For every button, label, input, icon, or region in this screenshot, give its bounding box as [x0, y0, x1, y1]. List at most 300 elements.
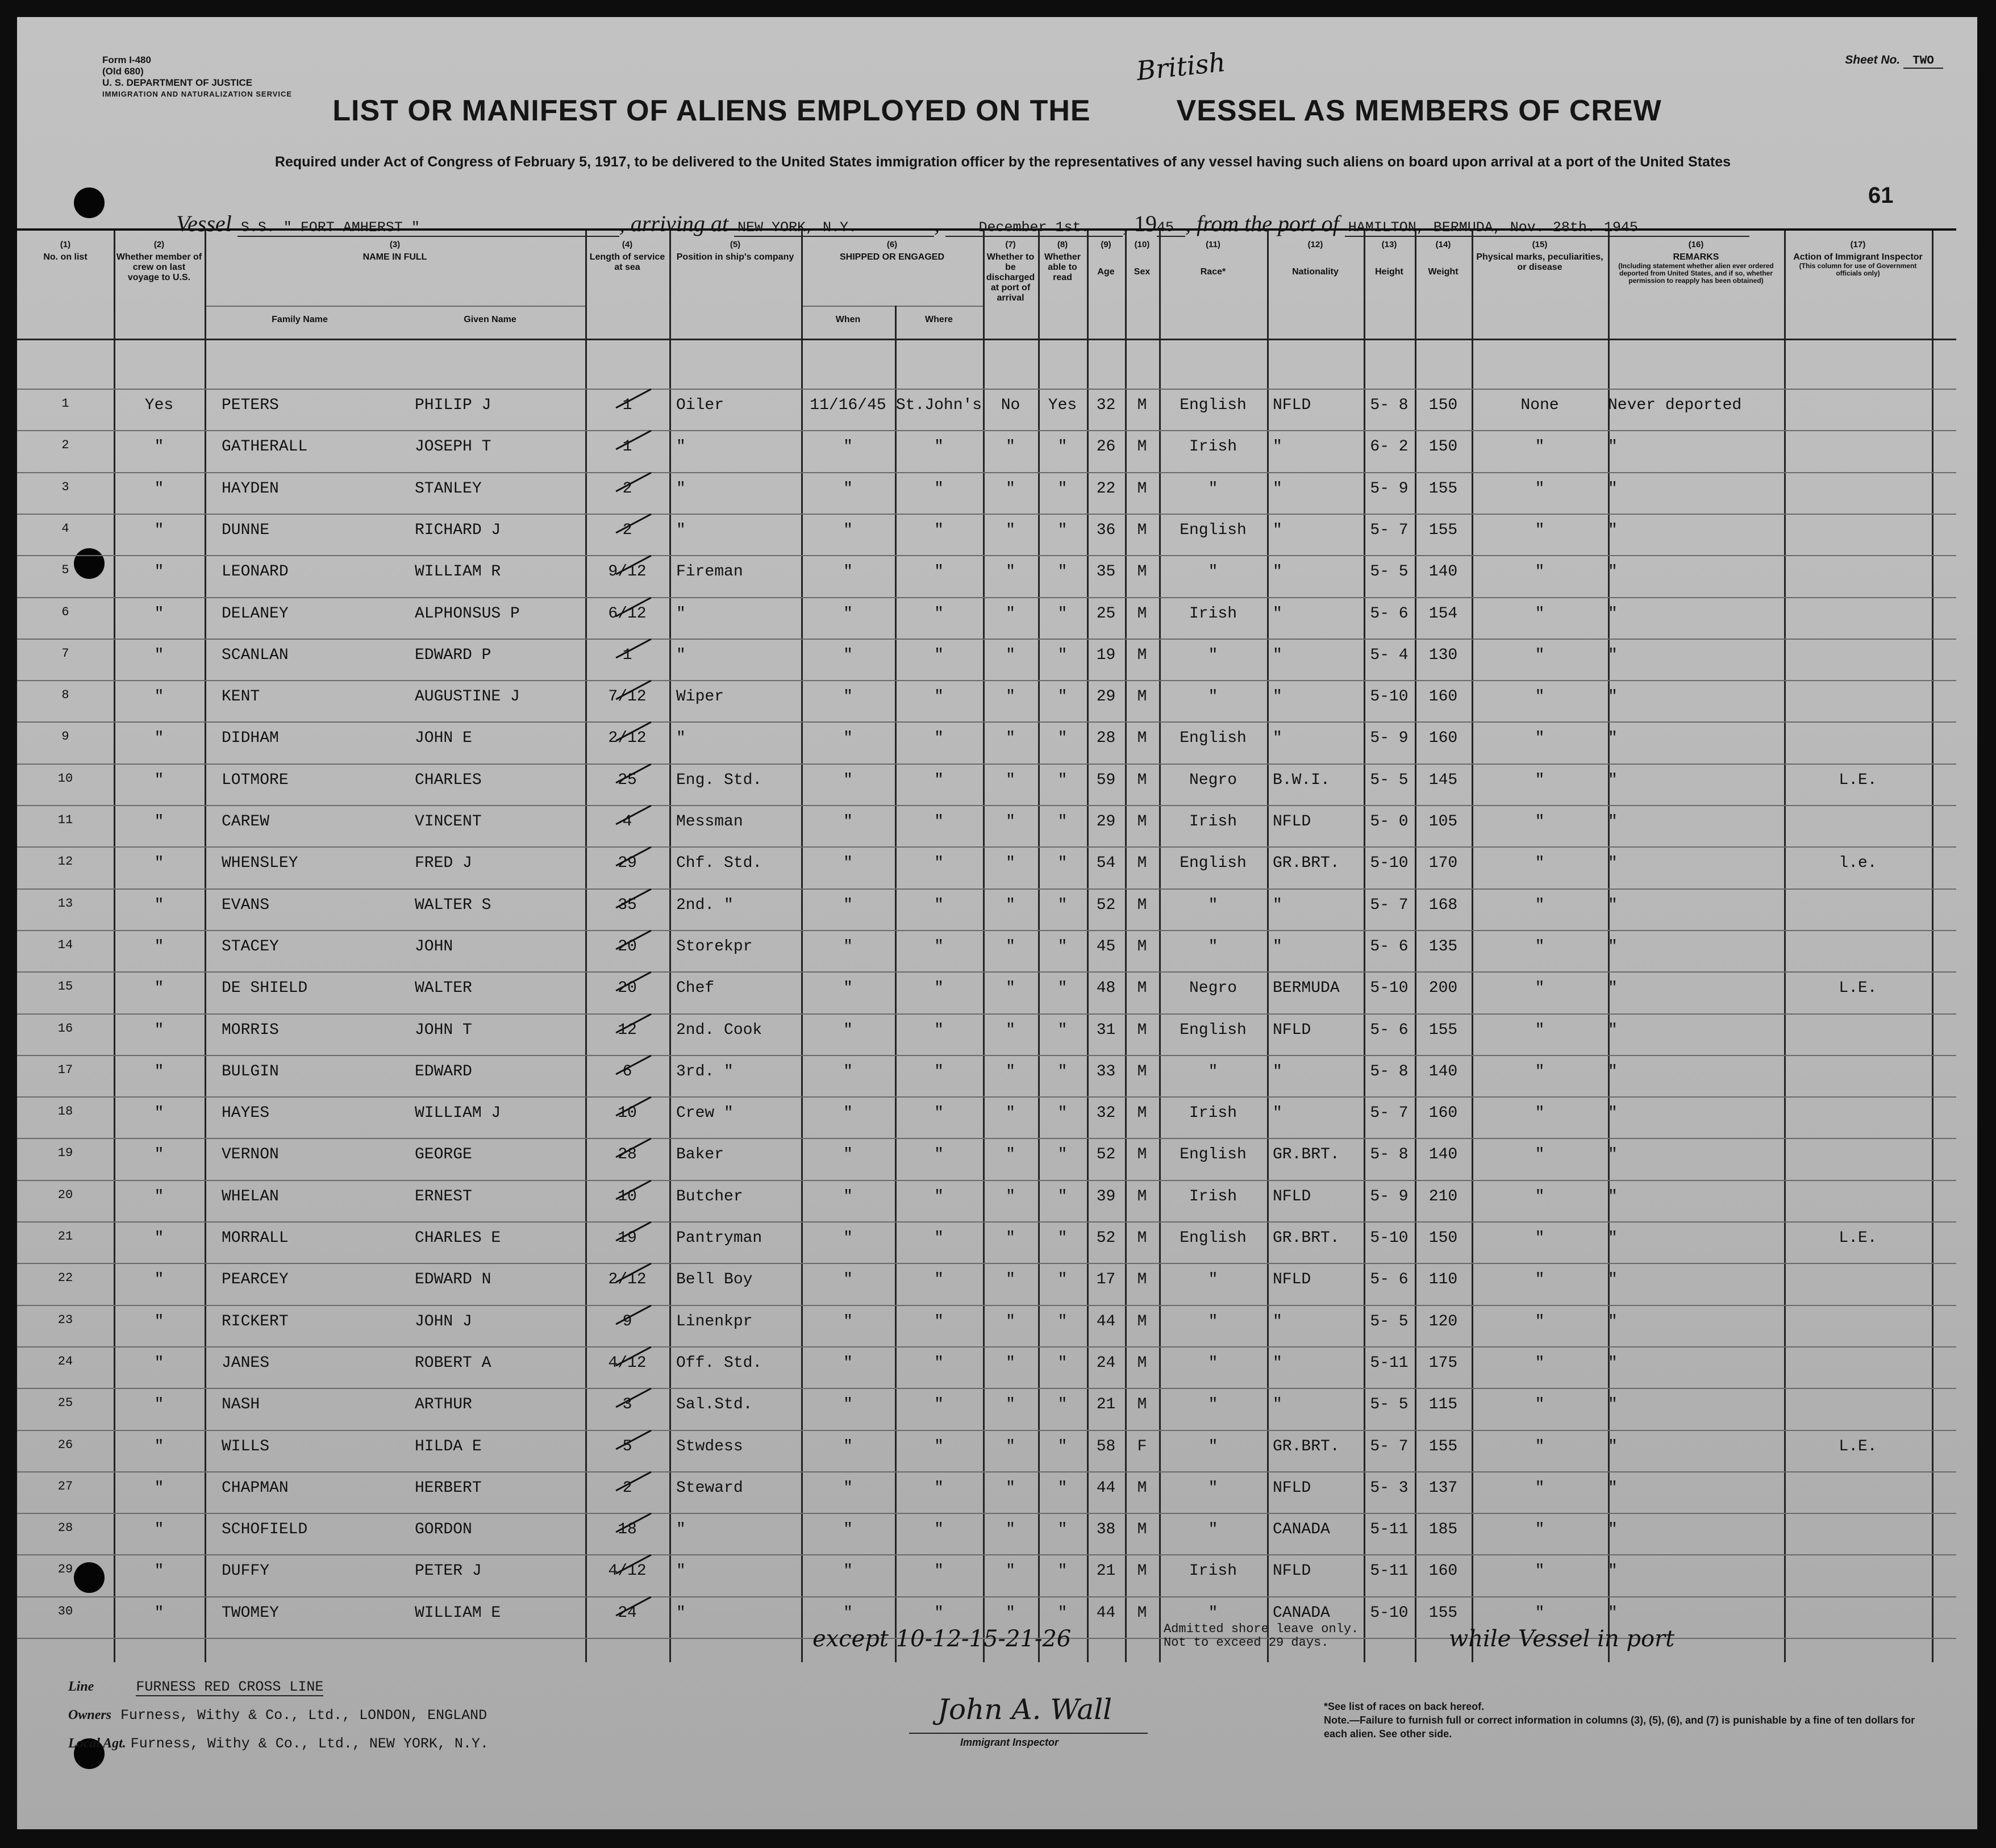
cell-when: " — [843, 438, 853, 456]
cell-nationality: GR.BRT. — [1273, 1437, 1340, 1455]
arrival-date: December 1st. — [945, 219, 1123, 237]
cell-no: 30 — [57, 1604, 73, 1618]
cell-nationality: " — [1273, 1354, 1282, 1372]
cell-given: PHILIP J — [415, 397, 491, 414]
line-value: FURNESS RED CROSS LINE — [136, 1679, 324, 1695]
cell-service: 18 — [618, 1521, 637, 1539]
cell-service: 28 — [618, 1146, 637, 1164]
column-header-c11 — [1161, 240, 1265, 277]
cell-remarks: " — [1608, 1021, 1618, 1039]
cell-sex: M — [1137, 1104, 1147, 1123]
cell-where: " — [934, 1229, 944, 1247]
row-rule — [17, 805, 1956, 806]
row-rule — [17, 1305, 1956, 1306]
cell-prev: " — [154, 937, 164, 956]
cell-weight: 140 — [1428, 1146, 1458, 1164]
cell-marks: " — [1535, 438, 1545, 456]
cell-family: PETERS — [222, 397, 279, 414]
cell-position: Stwdess — [676, 1437, 743, 1455]
cell-where: " — [934, 1396, 944, 1414]
cell-no: 17 — [57, 1062, 73, 1077]
cell-position: 2nd. " — [676, 896, 734, 914]
cell-sex: M — [1137, 1479, 1147, 1497]
cell-age: 21 — [1096, 1562, 1116, 1580]
cell-nationality: " — [1273, 937, 1282, 956]
cell-discharge: " — [1006, 1479, 1015, 1497]
cell-nationality: NFLD — [1273, 397, 1311, 414]
cell-age: 28 — [1096, 729, 1116, 748]
cell-height: 5- 6 — [1370, 1021, 1409, 1039]
cell-age: 26 — [1096, 438, 1116, 456]
cell-given: EDWARD — [415, 1062, 472, 1081]
cell-race: Irish — [1189, 1104, 1237, 1123]
cell-remarks: " — [1608, 688, 1618, 706]
cell-when: " — [843, 729, 853, 748]
column-header-c17 — [1786, 240, 1930, 277]
cell-discharge: " — [1006, 1187, 1015, 1205]
cell-when: " — [843, 1312, 853, 1330]
cell-race: " — [1208, 688, 1218, 706]
cell-marks: " — [1535, 1604, 1545, 1622]
cell-remarks: " — [1608, 604, 1618, 623]
cell-no: 23 — [57, 1312, 73, 1327]
cell-no: 7 — [61, 646, 69, 661]
column-number: (11) — [1206, 240, 1220, 249]
cell-weight: 140 — [1428, 1062, 1458, 1081]
column-number: (13) — [1381, 240, 1397, 249]
table-row — [17, 1229, 1956, 1252]
cell-marks: " — [1535, 1521, 1545, 1539]
cell-discharge: " — [1006, 1021, 1015, 1039]
cell-discharge: " — [1006, 1562, 1015, 1580]
cell-height: 5- 8 — [1370, 1062, 1409, 1081]
cell-sex: M — [1137, 521, 1147, 539]
cell-sex: M — [1137, 1604, 1147, 1622]
column-number: (15) — [1532, 240, 1548, 249]
cell-marks: " — [1535, 688, 1545, 706]
cell-age: 52 — [1096, 896, 1116, 914]
column-number: (9) — [1101, 240, 1111, 249]
cell-race: " — [1208, 1062, 1218, 1081]
cell-given: GEORGE — [415, 1146, 472, 1164]
arriving-label: arriving at — [630, 211, 728, 236]
cell-marks: " — [1535, 604, 1545, 623]
column-label: Weight — [1428, 267, 1459, 277]
column-label: Nationality — [1292, 267, 1339, 277]
cell-remarks: " — [1608, 1271, 1618, 1289]
cell-weight: 155 — [1428, 521, 1458, 539]
column-header-c14 — [1417, 240, 1469, 277]
cell-family: HAYES — [222, 1104, 270, 1123]
cell-read: " — [1057, 1062, 1068, 1081]
title-part-1: LIST OR MANIFEST OF ALIENS EMPLOYED ON THE — [332, 94, 1091, 127]
cell-no: 25 — [57, 1396, 73, 1411]
cell-position: Oiler — [676, 397, 724, 414]
cell-height: 5-11 — [1370, 1354, 1409, 1372]
punch-hole — [74, 187, 105, 218]
column-number: (16) — [1688, 240, 1704, 249]
column-header-c12 — [1269, 240, 1361, 277]
cell-race: " — [1208, 1396, 1218, 1414]
cell-when: " — [843, 1021, 853, 1039]
row-rule — [17, 1554, 1956, 1555]
column-label: Race* — [1200, 267, 1226, 277]
cell-service: 20 — [618, 979, 637, 998]
cell-prev: " — [154, 479, 164, 498]
cell-nationality: " — [1273, 479, 1282, 498]
cell-age: 58 — [1096, 1437, 1116, 1455]
inspector-label: Immigrant Inspector — [960, 1737, 1059, 1748]
column-number: (5) — [730, 240, 741, 249]
cell-position: Sal.Std. — [676, 1396, 753, 1414]
year-prefix: 19 — [1134, 211, 1157, 236]
cell-prev: " — [154, 1479, 164, 1497]
cell-where: " — [934, 1312, 944, 1330]
column-header-c6 — [803, 240, 981, 262]
cell-weight: 135 — [1428, 937, 1458, 956]
cell-sex: M — [1137, 604, 1147, 623]
cell-height: 5- 7 — [1370, 1437, 1409, 1455]
cell-given: EDWARD N — [415, 1271, 491, 1289]
column-label: REMARKS — [1673, 252, 1719, 262]
row-rule — [17, 930, 1956, 931]
owners-row — [68, 1707, 487, 1724]
cell-read: " — [1057, 521, 1068, 539]
cell-prev: " — [154, 896, 164, 914]
cell-discharge: " — [1006, 646, 1015, 664]
cell-position: " — [676, 604, 686, 623]
cell-nationality: " — [1273, 1396, 1282, 1414]
cell-remarks: " — [1608, 1104, 1618, 1123]
cell-weight: 210 — [1428, 1187, 1458, 1205]
column-number: (7) — [1005, 240, 1016, 249]
row-rule — [17, 514, 1956, 515]
cell-position: Bell Boy — [676, 1271, 753, 1289]
footnote-penalty: Note.—Failure to furnish full or correct information in columns (3), (5), (6), and (7) is punishable by a fine of ten dollars for each alien. See other side. — [1324, 1714, 1915, 1739]
cell-age: 48 — [1096, 979, 1116, 998]
cell-remarks: " — [1608, 771, 1618, 789]
cell-nationality: " — [1273, 1312, 1282, 1330]
cell-where: " — [934, 854, 944, 873]
cell-remarks: " — [1608, 1562, 1618, 1580]
owners-label: Owners — [68, 1708, 112, 1722]
cell-age: 31 — [1096, 1021, 1116, 1039]
cell-nationality: " — [1273, 646, 1282, 664]
form-old-number: (Old 680) — [102, 66, 144, 77]
cell-nationality: " — [1273, 438, 1282, 456]
cell-position: Wiper — [676, 688, 724, 706]
cell-where: " — [934, 979, 944, 998]
cell-service: 1 — [622, 397, 632, 414]
cell-remarks: " — [1608, 438, 1618, 456]
cell-age: 45 — [1096, 937, 1116, 956]
cell-discharge: " — [1006, 729, 1015, 748]
cell-service: 6/12 — [608, 604, 647, 623]
cell-where: " — [934, 1354, 944, 1372]
cell-family: NASH — [222, 1396, 260, 1414]
cell-race: English — [1180, 729, 1247, 748]
column-header-c8 — [1040, 240, 1085, 283]
cell-given: ROBERT A — [415, 1354, 491, 1372]
column-label: NAME IN FULL — [362, 252, 427, 262]
cell-remarks: " — [1608, 646, 1618, 664]
cell-race: English — [1180, 1146, 1247, 1164]
cell-nationality: BERMUDA — [1273, 979, 1340, 998]
cell-marks: " — [1535, 813, 1545, 831]
cell-given: JOHN J — [415, 1312, 472, 1330]
cell-prev: " — [154, 1312, 164, 1330]
cell-prev: " — [154, 438, 164, 456]
row-rule — [17, 1263, 1956, 1264]
cell-when: " — [843, 479, 853, 498]
cell-given: WALTER — [415, 979, 472, 998]
document-subtitle: Required under Act of Congress of February 5, 1917, to be delivered to the United States immigration officer by the representatives of any vessel having such aliens on board upon arrival at a port of the United States — [274, 154, 1731, 170]
cell-weight: 130 — [1428, 646, 1458, 664]
row-rule — [17, 1138, 1956, 1139]
cell-marks: " — [1535, 854, 1545, 873]
cell-no: 13 — [57, 896, 73, 911]
cell-prev: " — [154, 563, 164, 581]
cell-weight: 110 — [1428, 1271, 1458, 1289]
cell-age: 21 — [1096, 1396, 1116, 1414]
cell-family: PEARCEY — [222, 1271, 289, 1289]
cell-remarks: " — [1608, 1146, 1618, 1164]
cell-position: Messman — [676, 813, 743, 831]
cell-height: 5- 9 — [1370, 729, 1409, 748]
cell-service: 5 — [622, 1437, 632, 1455]
cell-no: 26 — [57, 1437, 73, 1452]
column-label: Physical marks, peculiarities, or disease — [1476, 252, 1603, 272]
cell-marks: " — [1535, 979, 1545, 998]
cell-prev: " — [154, 854, 164, 873]
cell-nationality: GR.BRT. — [1273, 854, 1340, 873]
cell-prev: " — [154, 729, 164, 748]
cell-family: WHENSLEY — [222, 854, 298, 873]
cell-race: Irish — [1189, 1562, 1237, 1580]
cell-sex: M — [1137, 1354, 1147, 1372]
cell-family: DE SHIELD — [222, 979, 308, 998]
cell-weight: 150 — [1428, 1229, 1458, 1247]
cell-remarks: " — [1608, 729, 1618, 748]
column-header-c4 — [587, 240, 667, 273]
cell-read: " — [1057, 979, 1068, 998]
cell-remarks: " — [1608, 896, 1618, 914]
cell-family: STACEY — [222, 937, 279, 956]
cell-sex: M — [1137, 438, 1147, 456]
cell-height: 5- 5 — [1370, 771, 1409, 789]
cell-service: 7/12 — [608, 688, 647, 706]
table-row — [17, 1146, 1956, 1169]
row-rule — [17, 1013, 1956, 1015]
row-rule — [17, 1096, 1956, 1098]
cell-race: " — [1208, 1354, 1218, 1372]
cell-where: " — [934, 1521, 944, 1539]
column-number: (1) — [60, 240, 71, 249]
cell-when: 11/16/45 — [810, 397, 886, 414]
cell-service: 9/12 — [608, 563, 647, 581]
cell-marks: " — [1535, 771, 1545, 789]
cell-nationality: " — [1273, 896, 1282, 914]
cell-race: " — [1208, 896, 1218, 914]
admitted-line-2: Not to exceed 29 days. — [1164, 1636, 1329, 1650]
signature-line — [909, 1733, 1148, 1734]
department-name: U. S. DEPARTMENT OF JUSTICE — [102, 77, 253, 88]
cell-race: Negro — [1189, 771, 1237, 789]
cell-family: TWOMEY — [222, 1604, 279, 1622]
cell-when: " — [843, 813, 853, 831]
cell-marks: " — [1535, 1146, 1545, 1164]
cell-when: " — [843, 979, 853, 998]
cell-when: " — [843, 688, 853, 706]
table-row — [17, 1396, 1956, 1419]
cell-read: Yes — [1048, 397, 1077, 414]
cell-service: 10 — [618, 1104, 637, 1123]
cell-remarks: " — [1608, 937, 1618, 956]
cell-given: VINCENT — [415, 813, 482, 831]
cell-discharge: " — [1006, 854, 1015, 873]
cell-when: " — [843, 1354, 853, 1372]
cell-remarks: " — [1608, 1604, 1618, 1622]
cell-read: " — [1057, 1104, 1068, 1123]
row-rule — [17, 1513, 1956, 1514]
cell-discharge: " — [1006, 479, 1015, 498]
cell-where: " — [934, 1062, 944, 1081]
cell-service: 2 — [622, 1479, 632, 1497]
cell-discharge: " — [1006, 1604, 1015, 1622]
cell-service: 1 — [622, 438, 632, 456]
cell-sex: M — [1137, 1062, 1147, 1081]
cell-position: " — [676, 479, 686, 498]
cell-discharge: " — [1006, 1271, 1015, 1289]
cell-prev: " — [154, 1021, 164, 1039]
table-row — [17, 896, 1956, 919]
cell-family: JANES — [222, 1354, 270, 1372]
cell-where: " — [934, 604, 944, 623]
cell-prev: " — [154, 1521, 164, 1539]
crew-table — [17, 228, 1956, 1662]
cell-marks: " — [1535, 1062, 1545, 1081]
cell-when: " — [843, 1437, 853, 1455]
table-row — [17, 729, 1956, 752]
cell-height: 5- 7 — [1370, 521, 1409, 539]
cell-discharge: " — [1006, 1312, 1015, 1330]
cell-age: 44 — [1096, 1312, 1116, 1330]
cell-discharge: " — [1006, 771, 1015, 789]
cell-when: " — [843, 896, 853, 914]
cell-read: " — [1057, 604, 1068, 623]
cell-sex: M — [1137, 479, 1147, 498]
cell-age: 22 — [1096, 479, 1116, 498]
cell-service: 19 — [618, 1229, 637, 1247]
cell-height: 5- 7 — [1370, 1104, 1409, 1123]
cell-race: Irish — [1189, 438, 1237, 456]
cell-remarks: " — [1608, 1354, 1618, 1372]
cell-read: " — [1057, 1021, 1068, 1039]
column-subheader: Given Name — [464, 315, 516, 324]
row-rule — [17, 639, 1956, 640]
cell-given: WALTER S — [415, 896, 491, 914]
row-rule — [17, 1430, 1956, 1431]
vessel-value: S.S. " FORT AMHERST " — [237, 219, 619, 237]
cell-remarks: " — [1608, 563, 1618, 581]
cell-family: VERNON — [222, 1146, 279, 1164]
cell-weight: 160 — [1428, 688, 1458, 706]
cell-no: 6 — [61, 604, 69, 619]
cell-age: 17 — [1096, 1271, 1116, 1289]
cell-when: " — [843, 1271, 853, 1289]
cell-read: " — [1057, 1396, 1068, 1414]
column-header-c7 — [985, 240, 1036, 303]
cell-sex: M — [1137, 563, 1147, 581]
row-rule — [17, 555, 1956, 556]
cell-race: " — [1208, 1437, 1218, 1455]
column-label: Action of Immigrant Inspector — [1793, 252, 1923, 262]
cell-when: " — [843, 563, 853, 581]
cell-height: 5- 6 — [1370, 937, 1409, 956]
cell-where: " — [934, 646, 944, 664]
row-rule — [17, 764, 1956, 765]
cell-weight: 155 — [1428, 1021, 1458, 1039]
row-rule — [17, 846, 1956, 848]
cell-read: " — [1057, 1562, 1068, 1580]
cell-prev: " — [154, 1562, 164, 1580]
cell-action: L.E. — [1839, 1229, 1877, 1247]
cell-where: " — [934, 479, 944, 498]
cell-service: 6 — [622, 1062, 632, 1081]
cell-service: 12 — [618, 1021, 637, 1039]
cell-remarks: " — [1608, 1229, 1618, 1247]
cell-discharge: " — [1006, 1146, 1015, 1164]
cell-action: l.e. — [1839, 854, 1877, 873]
name-subheader-divider — [205, 306, 585, 307]
cell-height: 5- 9 — [1370, 479, 1409, 498]
handwritten-exceptions: except 10-12-15-21-26 — [812, 1626, 1072, 1652]
cell-no: 9 — [61, 729, 69, 744]
cell-no: 28 — [57, 1521, 73, 1536]
cell-when: " — [843, 1229, 853, 1247]
cell-weight: 160 — [1428, 1104, 1458, 1123]
cell-marks: " — [1535, 1229, 1545, 1247]
agents-value: Furness, Withy & Co., Ltd., NEW YORK, N.Y. — [130, 1736, 489, 1752]
row-rule — [17, 680, 1956, 681]
cell-family: SCHOFIELD — [222, 1521, 308, 1539]
cell-nationality: B.W.I. — [1273, 771, 1330, 789]
table-row — [17, 1354, 1956, 1377]
table-row — [17, 1271, 1956, 1294]
cell-weight: 155 — [1428, 1437, 1458, 1455]
cell-nationality: CANADA — [1273, 1604, 1330, 1622]
cell-position: Eng. Std. — [676, 771, 762, 789]
cell-where: " — [934, 1479, 944, 1497]
cell-sex: M — [1137, 688, 1147, 706]
cell-where: " — [934, 1104, 944, 1123]
cell-nationality: GR.BRT. — [1273, 1229, 1340, 1247]
cell-no: 19 — [57, 1146, 73, 1161]
arriving-value: NEW YORK, N.Y. — [734, 219, 934, 237]
cell-where: " — [934, 813, 944, 831]
cell-no: 18 — [57, 1104, 73, 1119]
cell-prev: " — [154, 1062, 164, 1081]
cell-weight: 170 — [1428, 854, 1458, 873]
column-subheader: When — [835, 315, 861, 324]
cell-position: Crew " — [676, 1104, 734, 1123]
cell-no: 14 — [57, 937, 73, 952]
cell-sex: M — [1137, 771, 1147, 789]
cell-no: 4 — [61, 521, 69, 536]
cell-marks: " — [1535, 1187, 1545, 1205]
cell-given: HERBERT — [415, 1479, 482, 1497]
cell-given: EDWARD P — [415, 646, 491, 664]
